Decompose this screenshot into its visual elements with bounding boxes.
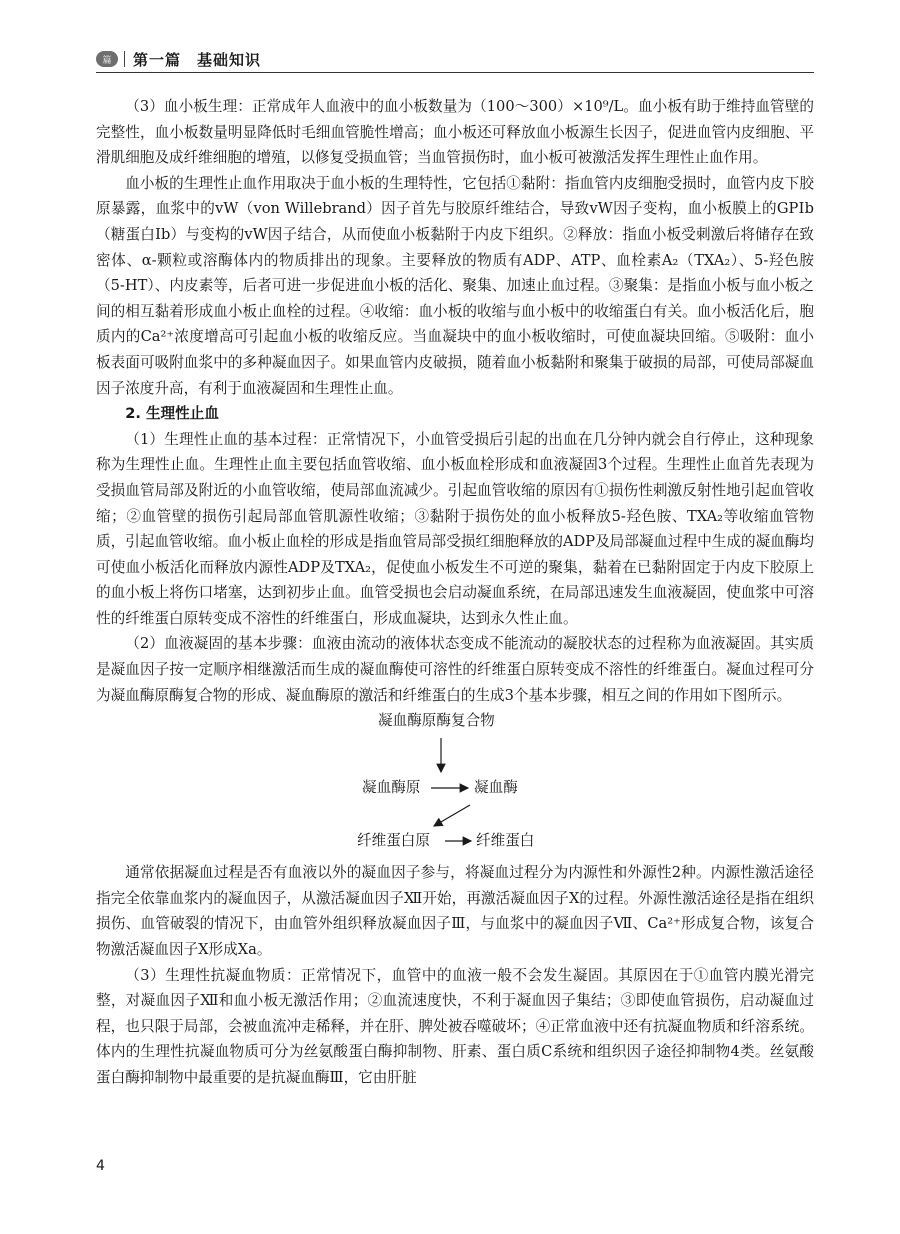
paragraph-platelet-physiology: （3）血小板生理：正常成年人血液中的血小板数量为（100～300）×10⁹/L。血小板有助于维持血管壁的完整性，血小板数量明显降低时毛细血管脆性增高；血小板还可释放血小板源生长因子，促进血管内皮细胞、平滑肌细胞及成纤维细胞的增殖，以修复受损血管；当血管损伤时，血小板可被激活发挥生理性止血作用。 bbox=[96, 98, 814, 167]
paragraph-hemostasis-process: （1）生理性止血的基本过程：正常情况下，小血管受损后引起的出血在几分钟内就会自行停止，这种现象称为生理性止血。生理性止血主要包括血管收缩、血小板血栓形成和血液凝固3个过程。生理性止血首先表现为受损血管局部及附近的小血管收缩，使局部血流减少。引起血管收缩的原因有①损伤性刺激反射性地引起血管收缩；②血管壁的损伤引起局部血管肌源性收缩；③黏附于损伤处的血小板释放5-羟色胺、TXA₂等收缩血管物质，引起血管收缩。血小板止血栓的形成是指血管局部受损红细胞释放的ADP及局部凝血过程中生成的凝血酶均可使血小板活化而释放内源性ADP及TXA₂，促使血小板发生不可逆的聚集，黏着在已黏附固定于内皮下胶原上的血小板上将伤口堵塞，达到初步止血。血管受损也会启动凝血系统，在局部迅速发生血液凝固，使血浆中可溶性的纤维蛋白原转变成不溶性的纤维蛋白，形成血凝块，达到永久性止血。 bbox=[96, 430, 814, 627]
diagram-arrows bbox=[96, 712, 814, 852]
paragraph-coagulation-steps: （2）血液凝固的基本步骤：血液由流动的液体状态变成不能流动的凝胶状态的过程称为血液凝固。其实质是凝血因子按一定顺序相继激活而生成的凝血酶使可溶性的纤维蛋白原转变成不溶性的纤维蛋白。凝血过程可分为凝血酶原酶复合物的形成、凝血酶原的激活和纤维蛋白的生成3个基本步骤，相互之间的作用如下图所示。 bbox=[96, 635, 814, 704]
diagram-node-complex: 凝血酶原酶复合物 bbox=[378, 712, 495, 730]
paragraph-coagulation-pathways: 通常依据凝血过程是否有血液以外的凝血因子参与，将凝血过程分为内源性和外源性2种。内源性激活途径指完全依靠血浆内的凝血因子，从激活凝血因子Ⅻ开始，再激活凝血因子Ⅹ的过程。外源性激活途径是指在组织损伤、血管破裂的情况下，由血管外组织释放凝血因子Ⅲ，与血浆中的凝血因子Ⅶ、Ca²⁺形成复合物，该复合物激活凝血因子Ⅹ形成Ⅹa。 bbox=[96, 864, 814, 959]
diagram-node-fibrin: 纤维蛋白 bbox=[476, 832, 535, 850]
coagulation-diagram bbox=[96, 712, 814, 852]
diagram-node-thrombin: 凝血酶 bbox=[474, 779, 518, 797]
section-heading-hemostasis: 2. 生理性止血 bbox=[125, 405, 219, 423]
paragraph-platelet-hemostasis: 血小板的生理性止血作用取决于血小板的生理特性，它包括①黏附：指血管内皮细胞受损时，血管内皮下胶原暴露，血浆中的vW（von Willebrand）因子首先与胶原纤维结合，导致vW因子变构，血小板膜上的GPⅠb（糖蛋白Ⅰb）与变构的vW因子结合，从而使血小板黏附于内皮下组织。②释放：指血小板受刺激后将储存在致密体、α-颗粒或溶酶体内的物质排出的现象。主要释放的物质有ADP、ATP、血栓素A₂（TXA₂）、5-羟色胺（5-HT）、内皮素等，后者可进一步促进血小板的活化、聚集、加速止血过程。③聚集：是指血小板与血小板之间的相互黏着形成血小板止血栓的过程。④收缩：血小板的收缩与血小板中的收缩蛋白有关。血小板活化后，胞质内的Ca²⁺浓度增高可引起血小板的收缩反应。当血凝块中的血小板收缩时，可使血凝块回缩。⑤吸附：血小板表面可吸附血浆中的多种凝血因子。如果血管内皮破损，随着血小板黏附和聚集于破损的局部，可使局部凝血因子浓度升高，有利于血液凝固和生理性止血。 bbox=[96, 174, 814, 397]
section-badge-icon: 篇 bbox=[96, 51, 118, 67]
diagram-node-fibrinogen: 纤维蛋白原 bbox=[357, 832, 430, 850]
header-title: 第一篇 基础知识 bbox=[133, 50, 262, 69]
header-divider bbox=[124, 51, 125, 67]
body-text bbox=[96, 94, 814, 1091]
paragraph-anticoagulants: （3）生理性抗凝血物质：正常情况下，血管中的血液一般不会发生凝固。其原因在于①血管内膜光滑完整，对凝血因子Ⅻ和血小板无激活作用；②血流速度快，不利于凝血因子集结；③即使血管损伤，启动凝血过程，也只限于局部，会被血流冲走稀释，并在肝、脾处被吞噬破坏；④正常血液中还有抗凝血物质和纤溶系统。体内的生理性抗凝血物质可分为丝氨酸蛋白酶抑制物、肝素、蛋白质C系统和组织因子途径抑制物4类。丝氨酸蛋白酶抑制物中最重要的是抗凝血酶Ⅲ，它由肝脏 bbox=[96, 966, 814, 1086]
diagram-node-prothrombin: 凝血酶原 bbox=[362, 779, 421, 797]
page-header bbox=[96, 46, 814, 73]
arrow-thrombin-to-fibrinogen bbox=[434, 805, 470, 826]
page-number: 4 bbox=[96, 1158, 105, 1174]
